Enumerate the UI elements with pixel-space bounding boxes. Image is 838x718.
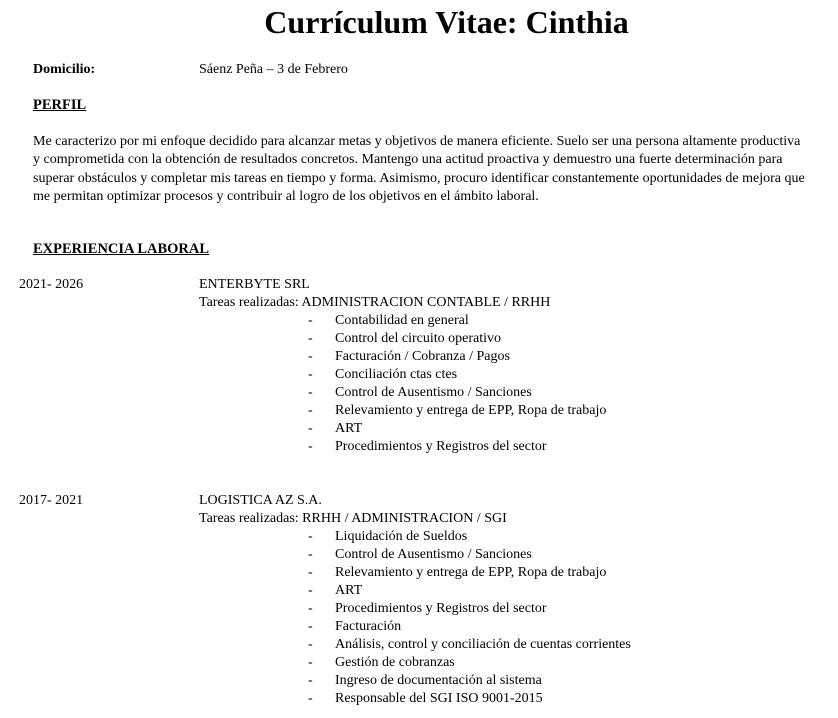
task-item: - Conciliación ctas ctes [308, 366, 606, 384]
task-item: - Control del circuito operativo [308, 330, 606, 348]
task-item: - Facturación / Cobranza / Pagos [308, 348, 606, 366]
task-item: - Control de Ausentismo / Sanciones [308, 546, 631, 564]
perfil-text: Me caracterizo por mi enfoque decidido para alcanzar metas y objetivos de manera eficiente. Suelo ser una persona altamente productiva y comprometida con la obtención de resultados concretos. Mantengo una actitud proactiva y demuestro una fuerte determinación para superar obstáculos y completar mis tareas en tiempo y forma. Asimismo, procuro identificar constantemente oportunidades de mejora que me permitan optimizar procesos y contribuir al logro de los objetivos en el ámbito laboral. [33, 134, 805, 205]
domicilio-label: Domicilio: [33, 62, 96, 77]
domicilio-value: Sáenz Peña – 3 de Febrero [199, 62, 348, 77]
task-item: - Ingreso de documentación al sistema [308, 672, 631, 690]
task-item: - Análisis, control y conciliación de cuentas corrientes [308, 636, 631, 654]
job-company: ENTERBYTE SRL [199, 277, 310, 292]
task-item: - Relevamiento y entrega de EPP, Ropa de trabajo [308, 564, 631, 582]
task-item: - Relevamiento y entrega de EPP, Ropa de trabajo [308, 402, 606, 420]
task-item: - Contabilidad en general [308, 312, 606, 330]
task-item: - Gestión de cobranzas [308, 654, 631, 672]
page-title: Currículum Vitae: Cinthia [264, 4, 629, 40]
experiencia-heading: EXPERIENCIA LABORAL [33, 241, 210, 257]
task-item: - Liquidación de Sueldos [308, 528, 631, 546]
job-tasks-label: Tareas realizadas: ADMINISTRACION CONTABLE / RRHH [199, 295, 551, 310]
task-item: - Control de Ausentismo / Sanciones [308, 384, 606, 402]
task-item: - Facturación [308, 618, 631, 636]
job-task-list [308, 528, 631, 708]
job-task-list [308, 312, 606, 456]
task-item: - Responsable del SGI ISO 9001-2015 [308, 690, 631, 708]
perfil-heading: PERFIL [33, 97, 87, 113]
job-period: 2017- 2021 [19, 493, 84, 508]
job-period: 2021- 2026 [19, 277, 84, 292]
task-item: - ART [308, 420, 606, 438]
job-tasks-label: Tareas realizadas: RRHH / ADMINISTRACION / SGI [199, 511, 507, 526]
job-company: LOGISTICA AZ S.A. [199, 493, 322, 508]
task-item: - Procedimientos y Registros del sector [308, 438, 606, 456]
task-item: - Procedimientos y Registros del sector [308, 600, 631, 618]
task-item: - ART [308, 582, 631, 600]
